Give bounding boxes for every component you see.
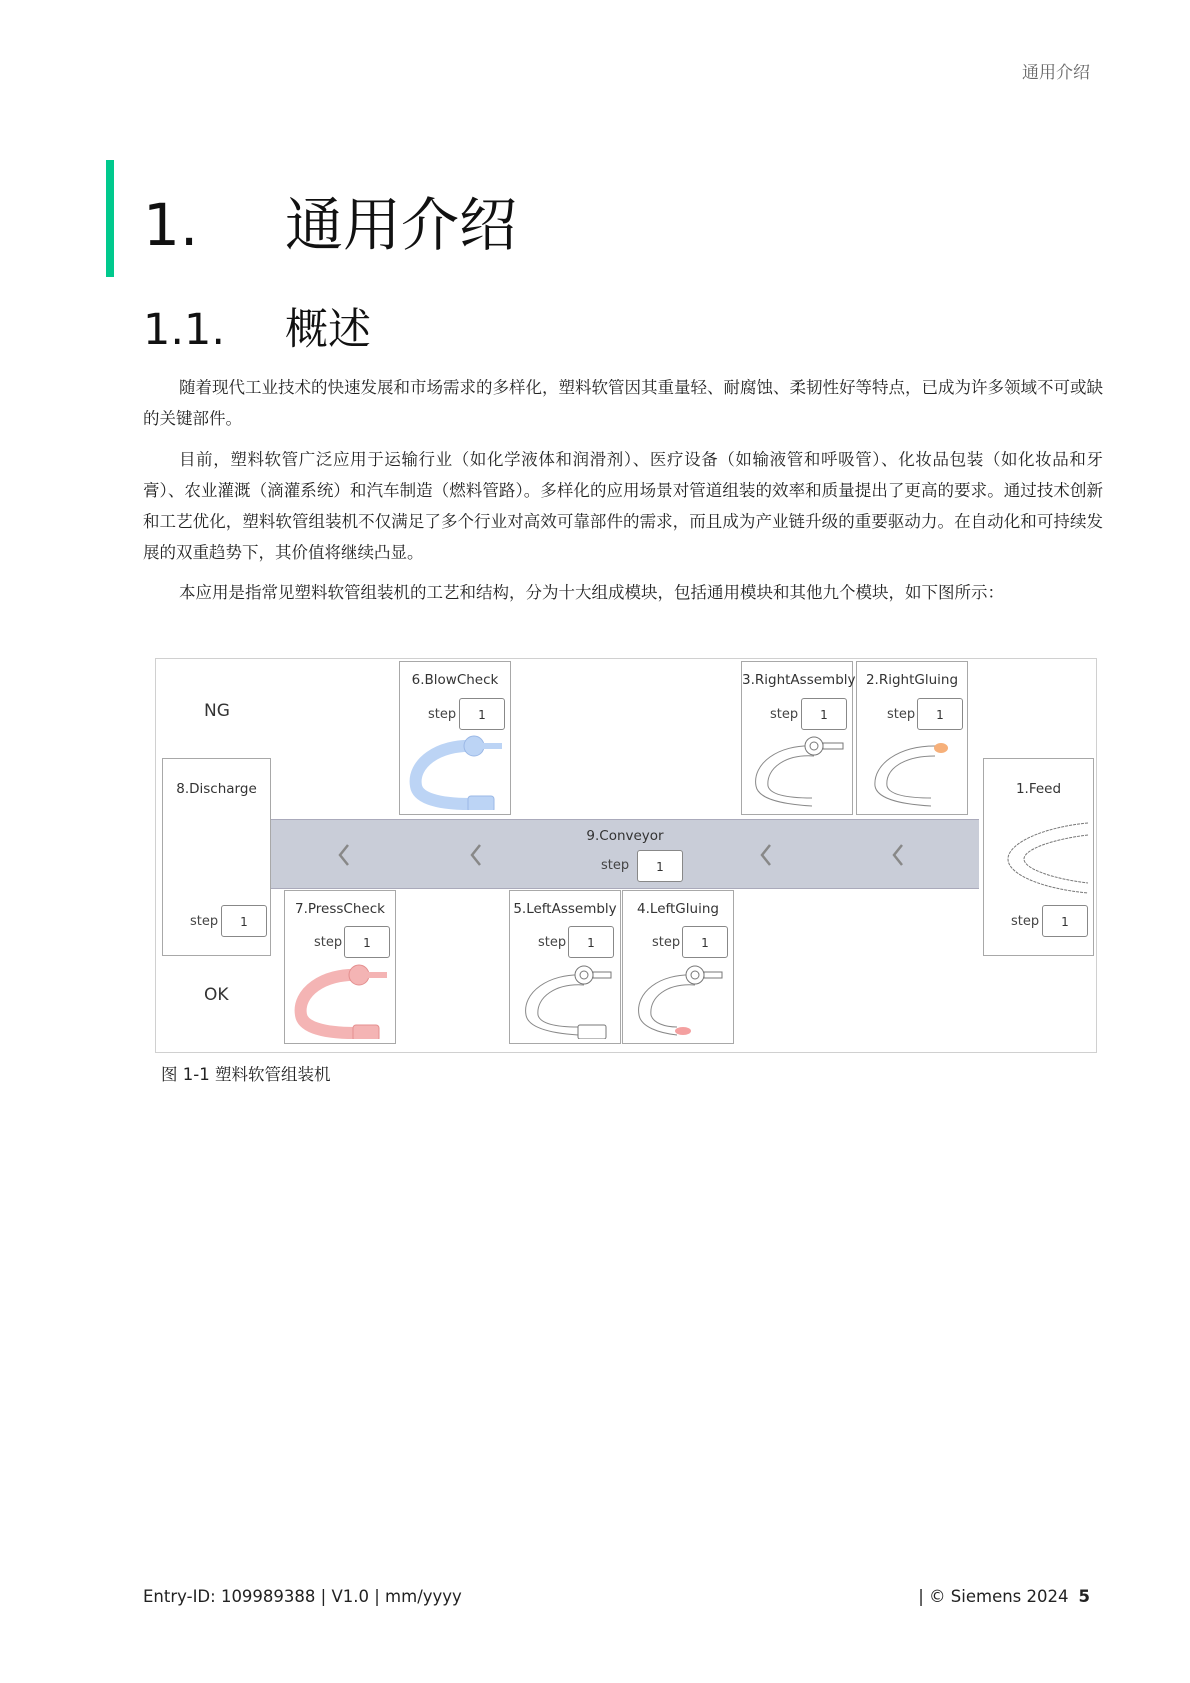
running-header: 通用介绍 [1022, 63, 1090, 83]
paragraph-3: 本应用是指常见塑料软管组装机的工艺和结构，分为十大组成模块，包括通用模块和其他九个模块，如下图所示： [179, 583, 1004, 602]
conveyor-step-input[interactable]: 1 [637, 850, 683, 882]
feed-step-input[interactable]: 1 [1042, 905, 1088, 937]
left-assembly-step-input[interactable]: 1 [568, 926, 614, 958]
step-label: step [538, 935, 567, 950]
conveyor-belt[interactable] [271, 819, 979, 889]
left-gluing-step-input[interactable]: 1 [682, 926, 728, 958]
paragraph-1: 随着现代工业技术的快速发展和市场需求的多样化，塑料软管因其重量轻、耐腐蚀、柔韧性好等特点，已成为许多领域不可或缺的关键部件。 [143, 378, 1103, 428]
hose-part-icon [408, 734, 504, 810]
station-title: 3.RightAssembly [742, 672, 856, 688]
hose-part-icon [518, 963, 614, 1039]
conveyor-chevron-left-icon [757, 842, 775, 868]
step-label: step [428, 707, 457, 722]
station-feed[interactable] [983, 758, 1094, 956]
footer-entry-id: Entry-ID: 109989388 | V1.0 | mm/yyyy [143, 1587, 462, 1606]
station-title: 4.LeftGluing [637, 901, 719, 917]
step-label: step [1011, 914, 1040, 929]
station-press-check[interactable] [284, 890, 396, 1044]
station-right-assembly[interactable] [741, 661, 856, 815]
page-number: 5 [1078, 1587, 1090, 1606]
conveyor-chevron-left-icon [335, 842, 353, 868]
station-title: 2.RightGluing [865, 672, 959, 688]
heading-2-title: 概述 [285, 305, 371, 355]
press-check-step-input[interactable]: 1 [344, 926, 390, 958]
station-title: 6.BlowCheck [411, 672, 499, 688]
footer-copyright: | © Siemens 2024 [918, 1587, 1069, 1606]
footer-right [918, 1587, 1090, 1606]
hose-part-icon [631, 963, 727, 1039]
hose-part-icon [865, 734, 961, 810]
conveyor-chevron-left-icon [889, 842, 907, 868]
step-label: step [652, 935, 681, 950]
conveyor-title: 9.Conveyor [586, 828, 664, 844]
hose-part-icon [750, 734, 846, 810]
station-title: 8.Discharge [176, 781, 257, 797]
station-title: 7.PressCheck [295, 901, 385, 917]
ng-label: NG [204, 701, 230, 721]
station-left-gluing[interactable] [622, 890, 734, 1044]
discharge-step-input[interactable]: 1 [221, 905, 267, 937]
step-label: step [770, 707, 799, 722]
hose-part-icon [293, 963, 389, 1039]
heading-accent-bar [106, 160, 114, 277]
hose-part-icon [1004, 817, 1090, 897]
heading-1 [143, 178, 517, 262]
step-label: step [190, 914, 219, 929]
conveyor-chevron-left-icon [467, 842, 485, 868]
station-blow-check[interactable] [399, 661, 511, 815]
station-left-assembly[interactable] [509, 890, 621, 1044]
heading-1-title: 通用介绍 [285, 191, 518, 259]
figure-caption: 图 1-1 塑料软管组装机 [161, 1065, 331, 1084]
step-label: step [314, 935, 343, 950]
station-discharge[interactable] [162, 758, 271, 956]
station-title: 5.LeftAssembly [513, 901, 617, 917]
assembly-machine-figure [155, 658, 1097, 1053]
right-assembly-step-input[interactable]: 1 [801, 698, 847, 730]
heading-2-number: 1.1. [143, 305, 226, 355]
station-right-gluing[interactable] [856, 661, 968, 815]
paragraph-2: 目前，塑料软管广泛应用于运输行业（如化学液体和润滑剂）、医疗设备（如输液管和呼吸管）、化妆品包装（如化妆品和牙膏）、农业灌溉（滴灌系统）和汽车制造（燃料管路）。多样化的应用场景对管道组装的效率和质量提出了更高的要求。通过技术创新和工艺优化，塑料软管组装机不仅满足了多个行业对高效可靠部件的需求，而且成为产业链升级的重要驱动力。在自动化和可持续发展的双重趋势下，其价值将继续凸显。 [143, 450, 1103, 562]
blow-check-step-input[interactable]: 1 [459, 698, 505, 730]
heading-2 [143, 296, 371, 357]
right-gluing-step-input[interactable]: 1 [917, 698, 963, 730]
conveyor-step-label: step [601, 858, 630, 873]
ok-label: OK [204, 985, 229, 1005]
station-title: 1.Feed [1015, 781, 1062, 797]
heading-1-number: 1. [143, 191, 199, 259]
step-label: step [887, 707, 916, 722]
